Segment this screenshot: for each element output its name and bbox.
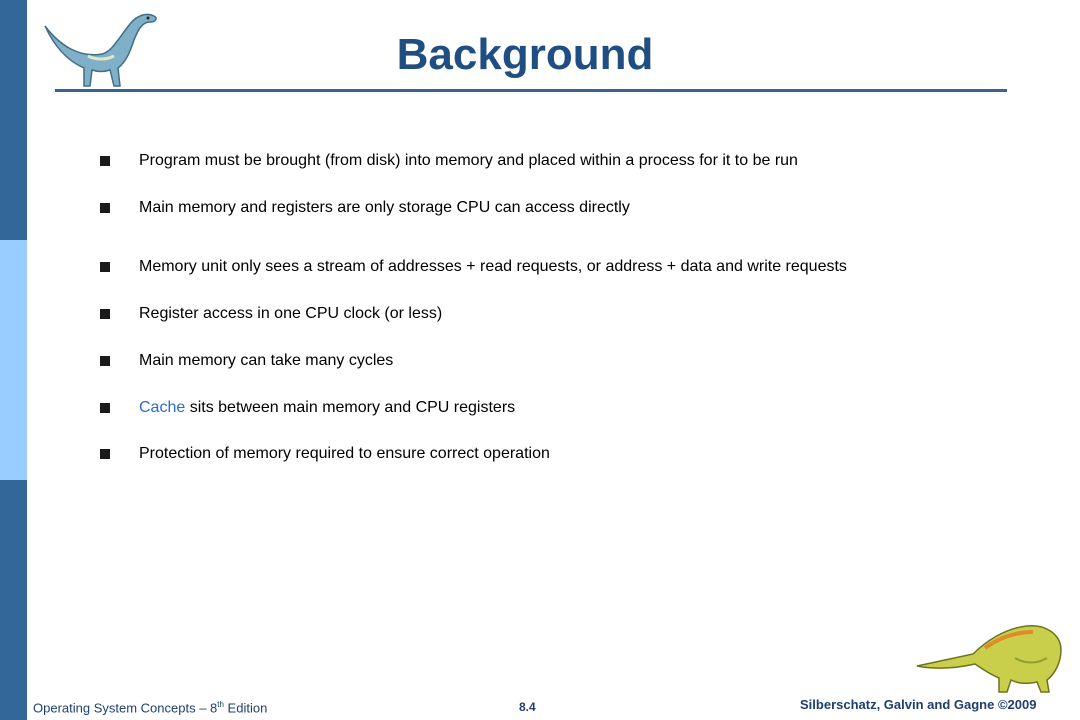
footer-book-title-sup: th (217, 700, 224, 709)
footer-authors: Silberschatz, Galvin and Gagne ©2009 (800, 697, 1037, 712)
square-bullet-icon (100, 309, 110, 319)
bullet-text-rest: sits between main memory and CPU registers (185, 399, 516, 416)
square-bullet-icon (100, 203, 110, 213)
title-underline (55, 89, 1007, 92)
square-bullet-icon (100, 449, 110, 459)
bullet-text (139, 397, 515, 419)
square-bullet-icon (100, 156, 110, 166)
slide-title (0, 30, 1050, 80)
footer-book-title-suffix: Edition (223, 700, 268, 716)
bullet-text: Memory unit only sees a stream of addresses + read requests, or address + data and write requests (139, 258, 847, 275)
sidebar-light-band (0, 240, 27, 480)
square-bullet-icon (100, 403, 110, 413)
bullet-text: Main memory can take many cycles (139, 352, 394, 369)
footer-book-title (33, 700, 267, 715)
bullet-text: Protection of memory required to ensure correct operation (139, 445, 550, 462)
slide-title-text: Background (396, 30, 654, 79)
square-bullet-icon (100, 356, 110, 366)
page-number: 8.4 (519, 700, 536, 714)
footer-book-title-prefix: Operating System Concepts – 8 (33, 700, 218, 716)
cache-term: Cache (139, 399, 186, 416)
bullet-text: Main memory and registers are only storage CPU can access directly (139, 199, 630, 216)
dinosaur-footer-icon (915, 618, 1065, 696)
square-bullet-icon (100, 262, 110, 272)
bullet-text: Program must be brought (from disk) into memory and placed within a process for it to be run (139, 152, 798, 169)
bullet-text: Register access in one CPU clock (or less) (139, 305, 443, 322)
